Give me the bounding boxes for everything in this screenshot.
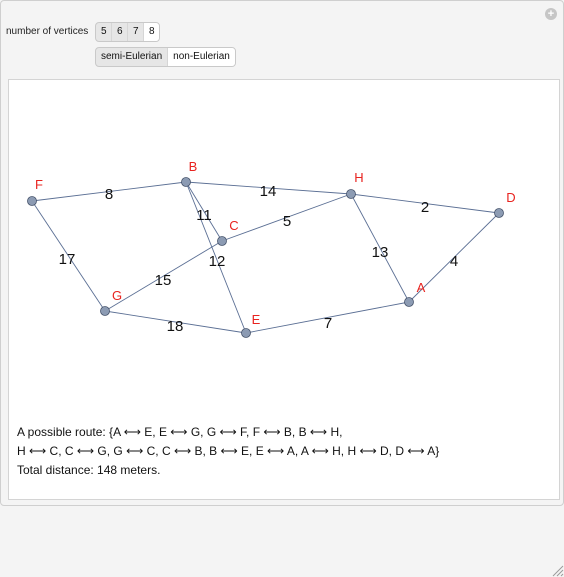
vertices-label: number of vertices bbox=[6, 26, 89, 37]
route-line-2: H ⟷ C, C ⟷ G, G ⟷ C, C ⟷ B, B ⟷ E, E ⟷ A, A ⟷ H, H ⟷ D, D ⟷ A} bbox=[17, 444, 440, 458]
edge-weight-H-A: 13 bbox=[371, 244, 389, 261]
vertices-option-5[interactable]: 5 bbox=[96, 23, 112, 41]
vertex-A bbox=[405, 298, 414, 307]
vertex-label-E: E bbox=[251, 312, 261, 327]
vertex-H bbox=[347, 190, 356, 199]
expand-plus-icon[interactable]: + bbox=[545, 8, 557, 20]
edge-weight-G-C: 15 bbox=[154, 272, 172, 289]
vertex-label-A: A bbox=[416, 280, 426, 295]
vertex-F bbox=[28, 197, 37, 206]
graph-canvas bbox=[9, 80, 559, 420]
vertices-selector bbox=[95, 22, 160, 42]
vertex-E bbox=[242, 329, 251, 338]
graph-type-selector bbox=[95, 47, 236, 67]
route-line-1: A possible route: {A ⟷ E, E ⟷ G, G ⟷ F, F ⟷ B, B ⟷ H, bbox=[17, 425, 343, 439]
edge-weight-G-E: 18 bbox=[166, 318, 184, 335]
edge-weight-F-G: 17 bbox=[58, 251, 76, 268]
graph-panel bbox=[8, 79, 560, 500]
edge-weight-H-D: 2 bbox=[420, 199, 430, 216]
vertex-G bbox=[101, 307, 110, 316]
vertex-label-H: H bbox=[354, 170, 364, 185]
vertex-D bbox=[495, 209, 504, 218]
vertex-label-B: B bbox=[188, 159, 198, 174]
type-option-semi-eulerian[interactable]: semi-Eulerian bbox=[96, 48, 168, 66]
vertices-option-8[interactable]: 8 bbox=[144, 23, 159, 41]
vertex-label-D: D bbox=[506, 190, 516, 205]
total-distance: Total distance: 148 meters. bbox=[17, 463, 161, 477]
route-text bbox=[17, 423, 439, 480]
vertex-C bbox=[218, 237, 227, 246]
edge-weight-B-E: 12 bbox=[208, 253, 226, 270]
edge-weight-B-C: 11 bbox=[196, 207, 212, 224]
vertex-label-C: C bbox=[229, 218, 239, 233]
vertex-B bbox=[182, 178, 191, 187]
resize-handle-icon[interactable] bbox=[550, 563, 564, 577]
edge-weight-C-H: 5 bbox=[282, 213, 292, 230]
edge-weight-D-A: 4 bbox=[449, 253, 459, 270]
edge-weight-E-A: 7 bbox=[323, 315, 333, 332]
vertices-option-7[interactable]: 7 bbox=[128, 23, 144, 41]
edge-weight-B-H: 14 bbox=[259, 183, 277, 200]
vertex-label-G: G bbox=[111, 288, 123, 303]
type-option-non-eulerian[interactable]: non-Eulerian bbox=[168, 48, 235, 66]
edge-weight-F-B: 8 bbox=[104, 186, 114, 203]
vertex-label-F: F bbox=[35, 177, 43, 192]
vertices-option-6[interactable]: 6 bbox=[112, 23, 128, 41]
